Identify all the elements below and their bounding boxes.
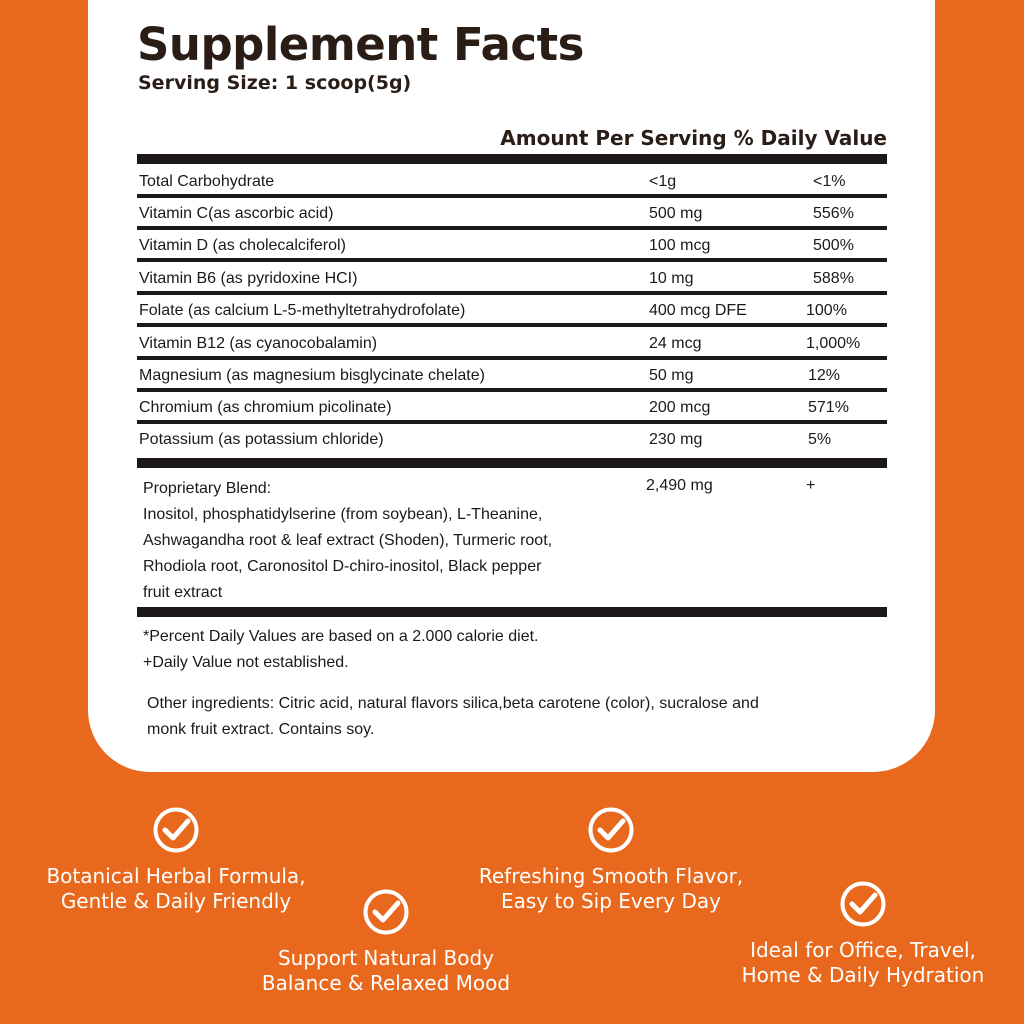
nutrient-name: Magnesium (as magnesium bisglycinate chelate)	[139, 367, 485, 384]
nutrient-daily-value: 571%	[808, 399, 849, 416]
other-ingredients-line: Other ingredients: Citric acid, natural flavors silica,beta carotene (color), sucralose and	[147, 695, 759, 712]
nutrient-amount: 50 mg	[649, 367, 694, 384]
feature-label: Botanical Herbal Formula, Gentle & Daily Friendly	[46, 864, 306, 913]
nutrient-name: Potassium (as potassium chloride)	[139, 431, 384, 448]
nutrient-amount: 200 mcg	[649, 399, 711, 416]
top-rule	[137, 154, 887, 164]
feature-label: Ideal for Office, Travel, Home & Daily Hydration	[741, 938, 985, 987]
nutrient-daily-value: 500%	[813, 237, 854, 254]
nutrient-daily-value: <1%	[813, 173, 846, 190]
proprietary-blend	[143, 476, 643, 606]
nutrient-name: Vitamin D (as cholecalciferol)	[139, 237, 346, 254]
nutrient-row	[139, 363, 889, 391]
footnote-daily-values: *Percent Daily Values are based on a 2.000 calorie diet.	[143, 628, 539, 645]
nutrient-row	[139, 266, 889, 294]
check-circle-icon	[362, 888, 410, 936]
blend-ingredients-line: Ashwagandha root & leaf extract (Shoden), Turmeric root,	[143, 532, 553, 549]
nutrient-name: Total Carbohydrate	[139, 173, 275, 190]
nutrient-daily-value: 588%	[813, 270, 854, 287]
row-divider	[137, 226, 887, 230]
feature-smooth-flavor	[470, 806, 752, 914]
blend-ingredients-line: fruit extract	[143, 584, 223, 601]
nutrient-amount: 400 mcg DFE	[649, 302, 747, 319]
footnotes	[143, 624, 539, 676]
row-divider	[137, 388, 887, 392]
blend-ingredients-line: Rhodiola root, Caronositol D-chiro-inositol, Black pepper	[143, 558, 542, 575]
other-ingredients	[147, 691, 907, 743]
feature-label: Refreshing Smooth Flavor, Easy to Sip Every Day	[478, 864, 744, 913]
nutrient-amount: 100 mcg	[649, 237, 711, 254]
row-divider	[137, 291, 887, 295]
nutrient-amount: 500 mg	[649, 205, 703, 222]
nutrient-name: Folate (as calcium L-5-methyltetrahydrofolate)	[139, 302, 466, 319]
row-divider	[137, 323, 887, 327]
row-divider	[137, 194, 887, 198]
nutrient-row	[139, 395, 889, 423]
nutrient-name: Vitamin B12 (as cyanocobalamin)	[139, 335, 378, 352]
nutrient-row	[139, 169, 889, 197]
amount-per-serving-header: Amount Per Serving % Daily Value	[500, 126, 887, 150]
row-divider	[137, 356, 887, 360]
nutrient-daily-value: 556%	[813, 205, 854, 222]
nutrient-amount: <1g	[649, 173, 677, 190]
other-ingredients-line: monk fruit extract. Contains soy.	[147, 721, 375, 738]
bottom-rule	[137, 607, 887, 617]
feature-daily-hydration	[722, 880, 1004, 988]
nutrient-row	[139, 427, 889, 455]
nutrient-name: Chromium (as chromium picolinate)	[139, 399, 392, 416]
nutrient-daily-value: 100%	[806, 302, 847, 319]
check-circle-icon	[587, 806, 635, 854]
nutrient-row	[139, 233, 889, 261]
row-divider	[137, 420, 887, 424]
nutrient-daily-value: 5%	[808, 431, 832, 448]
nutrient-name: Vitamin C(as ascorbic acid)	[139, 205, 334, 222]
nutrient-daily-value: 1,000%	[806, 335, 861, 352]
nutrient-amount: 10 mg	[649, 270, 694, 287]
nutrient-row	[139, 201, 889, 229]
blend-daily-value: +	[806, 477, 816, 494]
footnote-not-established: +Daily Value not established.	[143, 654, 349, 671]
nutrient-amount: 24 mcg	[649, 335, 702, 352]
serving-size: Serving Size: 1 scoop(5g)	[138, 72, 412, 94]
page-title: Supplement Facts	[137, 18, 584, 71]
nutrient-amount: 230 mg	[649, 431, 703, 448]
blend-ingredients-line: Inositol, phosphatidylserine (from soybean), L-Theanine,	[143, 506, 543, 523]
section-rule	[137, 458, 887, 468]
check-circle-icon	[152, 806, 200, 854]
blend-amount: 2,490 mg	[646, 477, 713, 494]
nutrient-row	[139, 298, 889, 326]
check-circle-icon	[839, 880, 887, 928]
blend-heading: Proprietary Blend:	[143, 480, 272, 497]
nutrient-row	[139, 331, 889, 359]
nutrient-daily-value: 12%	[808, 367, 841, 384]
row-divider	[137, 258, 887, 262]
feature-label: Support Natural Body Balance & Relaxed Mood	[261, 946, 511, 995]
nutrient-name: Vitamin B6 (as pyridoxine HCI)	[139, 270, 358, 287]
